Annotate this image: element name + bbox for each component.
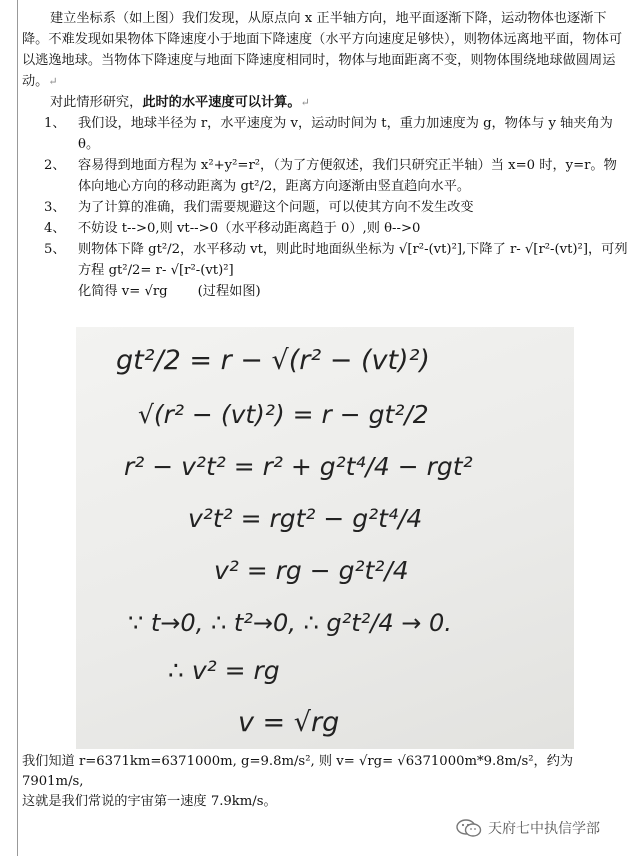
watermark-text: 天府七中执信学部 (488, 821, 600, 837)
list-item: 3、 为了计算的准确，我们需要规避这个问题，可以使其方向不发生改变 (44, 200, 474, 215)
conclusion-line-1: 我们知道 r=6371km=6371000m, g=9.8m/s², 则 v= √rg= √6371000m*9.8m/s²，约为 7901m/s, (22, 754, 574, 789)
handwriting-line: v² = rg − g²t²/4 (214, 556, 409, 585)
handwritten-derivation-photo (76, 327, 574, 749)
margin-line (17, 0, 18, 856)
conclusion-block (22, 752, 628, 812)
list-item: 4、 不妨设 t-->0,则 vt-->0（水平移动距离趋于 0）,则 θ-->0 (44, 221, 421, 236)
simplify-line: 化简得 v= √rg (过程如图) (78, 284, 261, 299)
watermark (456, 818, 600, 838)
numbered-list (22, 113, 628, 281)
handwriting-line: v = √rg (238, 707, 340, 738)
paragraph-research: 对此情形研究，此时的水平速度可以计算。↵ (50, 95, 310, 110)
handwriting-svg (76, 327, 574, 749)
list-item: 1、 我们设，地球半径为 r，水平速度为 v，运动时间为 t，重力加速度为 g，物体与 y 轴夹角为 θ。 (44, 116, 613, 152)
handwriting-line: ∵ t→0, ∴ t²→0, ∴ g²t²/4 → 0. (128, 609, 452, 637)
list-item: 2、 容易得到地面方程为 x²+y²=r²，（为了方便叙述，我们只研究正半轴）当 x=0 时，y=r。物体向地心方向的移动距离为 gt²/2，距离方向逐渐由竖直趋向水平。 (44, 158, 617, 194)
handwriting-line: gt²/2 = r − √(r² − (vt)²) (116, 345, 430, 376)
article-text (22, 8, 628, 302)
conclusion-line-2: 这就是我们常说的宇宙第一速度 7.9km/s。 (22, 794, 277, 809)
handwriting-line: ∴ v² = rg (168, 656, 280, 685)
wechat-icon (456, 818, 482, 838)
paragraph-intro: 建立坐标系（如上图）我们发现，从原点向 x 正半轴方向，地平面逐渐下降，运动物体也逐渐下降。不难发现如果物体下降速度小于地面下降速度（水平方向速度足够快），则物体远离地平面，物体可以逃逸地球。当物体下降速度与地面下降速度相同时，物体与地面距离不变，则物体围绕地球做圆周运动。↵ (22, 11, 623, 89)
handwriting-line: √(r² − (vt)²) = r − gt²/2 (138, 400, 429, 429)
handwriting-line: v²t² = rgt² − g²t⁴/4 (188, 504, 423, 533)
handwriting-line: r² − v²t² = r² + g²t⁴/4 − rgt² (124, 452, 473, 481)
list-item: 5、 则物体下降 gt²/2，水平移动 vt，则此时地面纵坐标为 √[r²-(vt)²],下降了 r- √[r²-(vt)²]，可列方程 gt²/2= r- √[r²-(vt)²] (44, 242, 628, 278)
